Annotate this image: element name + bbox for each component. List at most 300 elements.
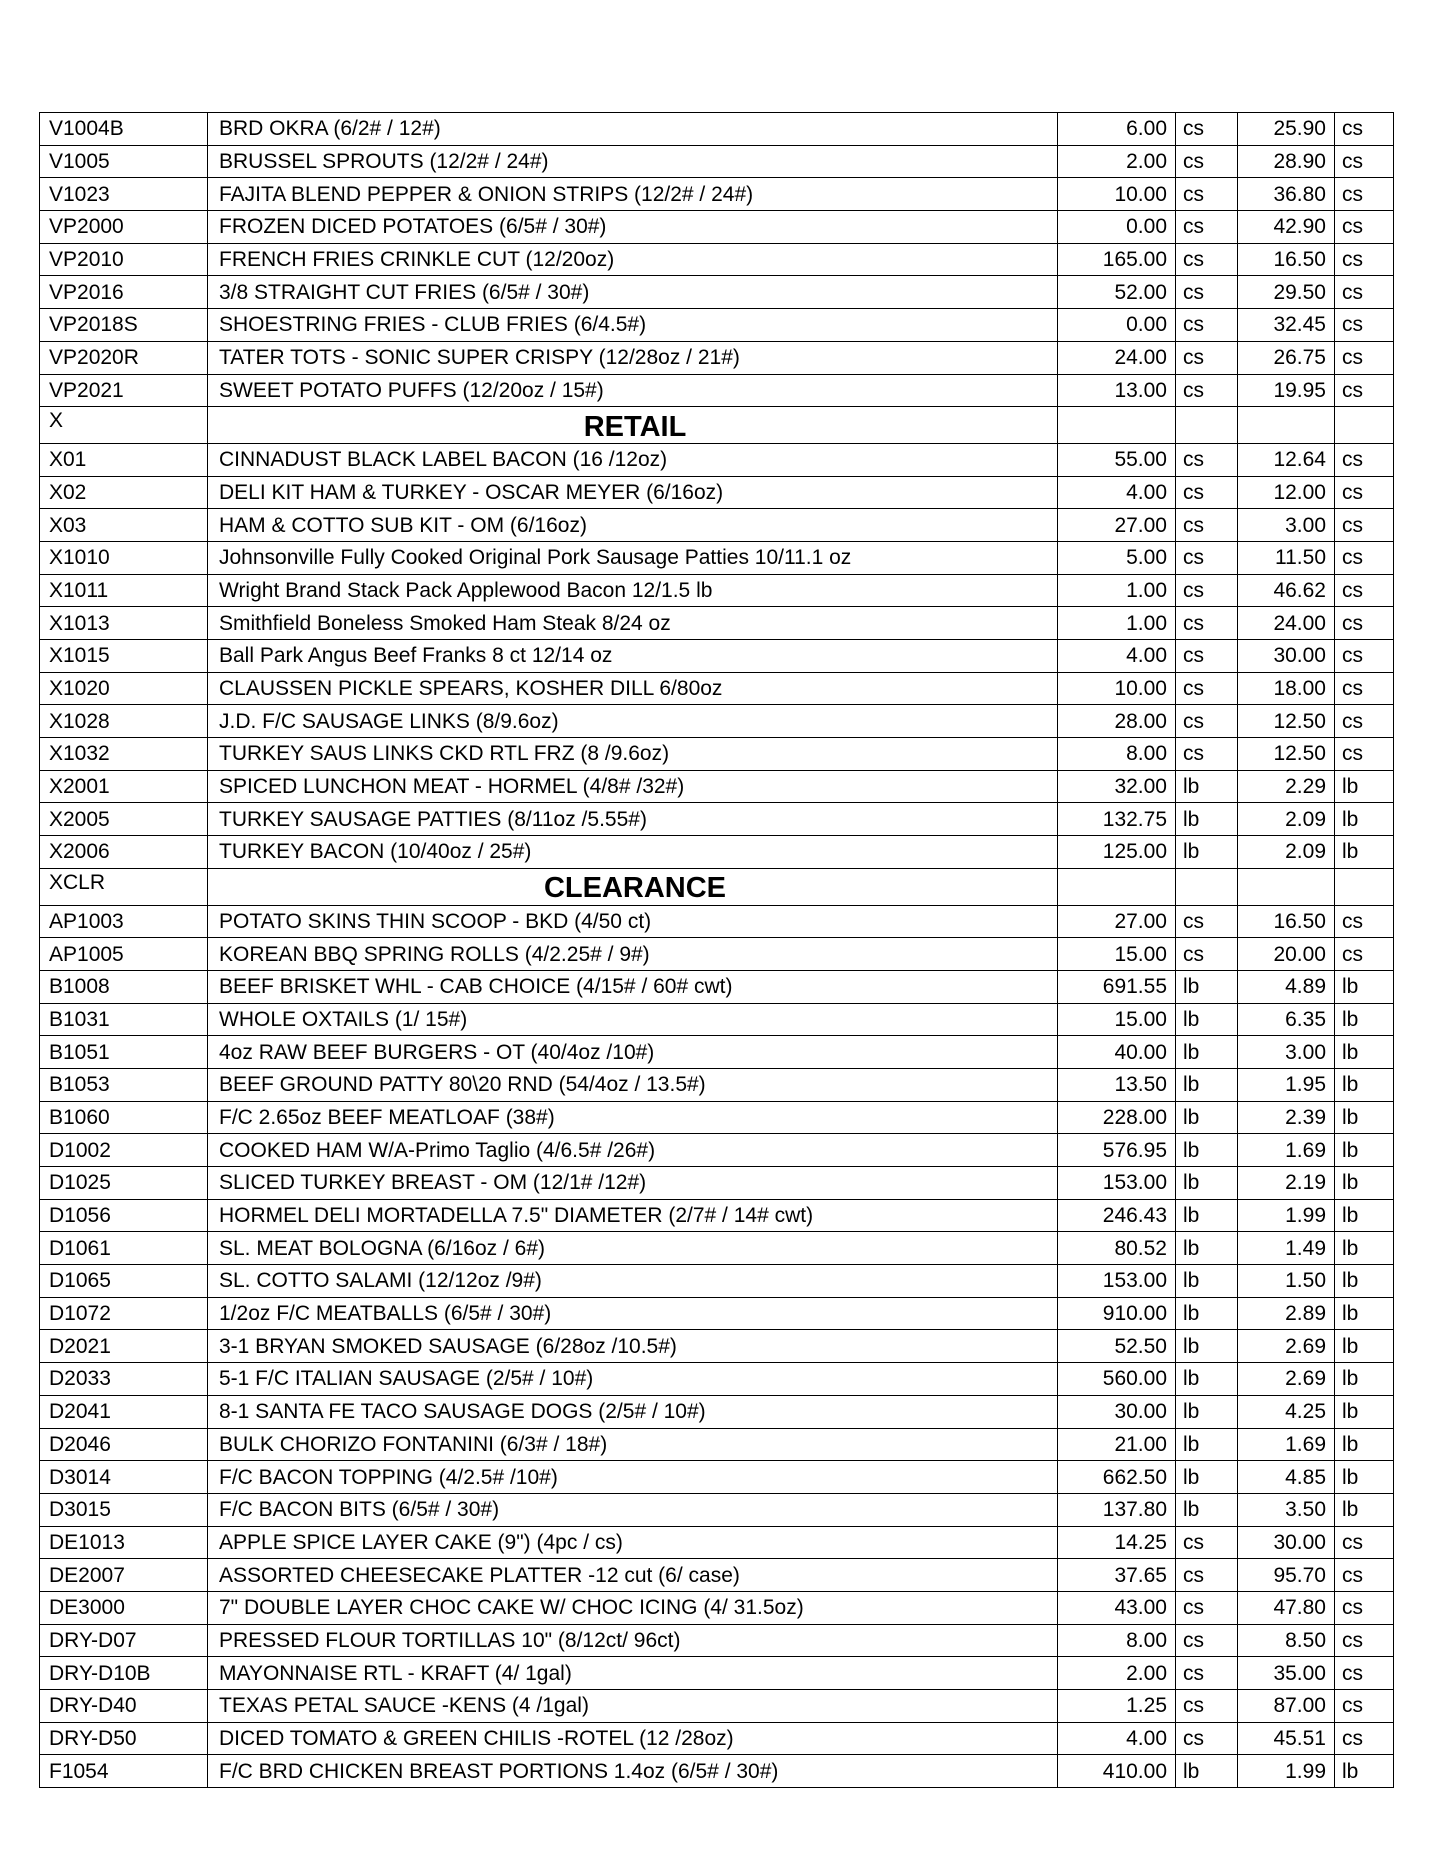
quantity: 1.00 xyxy=(1058,574,1176,607)
quantity-unit: cs xyxy=(1176,607,1238,640)
quantity: 153.00 xyxy=(1058,1167,1176,1200)
price-unit: cs xyxy=(1335,476,1394,509)
item-description: KOREAN BBQ SPRING ROLLS (4/2.25# / 9#) xyxy=(208,938,1058,971)
price: 1.69 xyxy=(1238,1428,1335,1461)
item-description: BRD OKRA (6/2# / 12#) xyxy=(208,113,1058,146)
price: 12.64 xyxy=(1238,443,1335,476)
quantity-unit: lb xyxy=(1176,836,1238,869)
quantity: 13.00 xyxy=(1058,374,1176,407)
empty-cell xyxy=(1176,407,1238,444)
price-unit: cs xyxy=(1335,1559,1394,1592)
price-unit: lb xyxy=(1335,970,1394,1003)
price: 2.09 xyxy=(1238,836,1335,869)
quantity: 2.00 xyxy=(1058,1657,1176,1690)
empty-cell xyxy=(1058,407,1176,444)
item-description: 3/8 STRAIGHT CUT FRIES (6/5# / 30#) xyxy=(208,276,1058,309)
price: 8.50 xyxy=(1238,1624,1335,1657)
item-description: TURKEY SAUS LINKS CKD RTL FRZ (8 /9.6oz) xyxy=(208,738,1058,771)
item-code: VP2000 xyxy=(40,211,208,244)
quantity: 125.00 xyxy=(1058,836,1176,869)
price-unit: cs xyxy=(1335,178,1394,211)
quantity: 15.00 xyxy=(1058,1003,1176,1036)
quantity-unit: lb xyxy=(1176,1167,1238,1200)
quantity-unit: lb xyxy=(1176,1232,1238,1265)
empty-cell xyxy=(1238,868,1335,905)
item-description: MAYONNAISE RTL - KRAFT (4/ 1gal) xyxy=(208,1657,1058,1690)
table-row xyxy=(40,476,1394,509)
item-code: DE1013 xyxy=(40,1526,208,1559)
item-code: D2041 xyxy=(40,1395,208,1428)
item-code: AP1005 xyxy=(40,938,208,971)
table-row xyxy=(40,309,1394,342)
quantity: 410.00 xyxy=(1058,1755,1176,1788)
price-unit: lb xyxy=(1335,1068,1394,1101)
table-row xyxy=(40,607,1394,640)
price-unit: lb xyxy=(1335,1395,1394,1428)
price: 2.19 xyxy=(1238,1167,1335,1200)
quantity: 165.00 xyxy=(1058,243,1176,276)
table-row xyxy=(40,341,1394,374)
price-unit: cs xyxy=(1335,276,1394,309)
price-unit: cs xyxy=(1335,1624,1394,1657)
table-row xyxy=(40,1559,1394,1592)
quantity-unit: cs xyxy=(1176,443,1238,476)
price-unit: lb xyxy=(1335,770,1394,803)
quantity-unit: lb xyxy=(1176,1265,1238,1298)
item-code: X1015 xyxy=(40,640,208,673)
quantity: 32.00 xyxy=(1058,770,1176,803)
quantity: 13.50 xyxy=(1058,1068,1176,1101)
quantity: 8.00 xyxy=(1058,738,1176,771)
quantity: 27.00 xyxy=(1058,905,1176,938)
table-row xyxy=(40,145,1394,178)
item-code: D1025 xyxy=(40,1167,208,1200)
price: 24.00 xyxy=(1238,607,1335,640)
price-unit: lb xyxy=(1335,1232,1394,1265)
table-row xyxy=(40,938,1394,971)
price-unit: lb xyxy=(1335,803,1394,836)
price-unit: lb xyxy=(1335,1167,1394,1200)
item-code: VP2020R xyxy=(40,341,208,374)
item-description: CLAUSSEN PICKLE SPEARS, KOSHER DILL 6/80oz xyxy=(208,672,1058,705)
price-unit: cs xyxy=(1335,341,1394,374)
price-unit: lb xyxy=(1335,1461,1394,1494)
table-row xyxy=(40,1199,1394,1232)
table-row xyxy=(40,836,1394,869)
table-row xyxy=(40,1265,1394,1298)
item-code: X02 xyxy=(40,476,208,509)
price: 1.99 xyxy=(1238,1199,1335,1232)
price-unit: cs xyxy=(1335,1690,1394,1723)
table-row xyxy=(40,113,1394,146)
price: 95.70 xyxy=(1238,1559,1335,1592)
price-unit: cs xyxy=(1335,574,1394,607)
item-code: AP1003 xyxy=(40,905,208,938)
quantity-unit: cs xyxy=(1176,243,1238,276)
price: 25.90 xyxy=(1238,113,1335,146)
item-description: BULK CHORIZO FONTANINI (6/3# / 18#) xyxy=(208,1428,1058,1461)
price: 1.50 xyxy=(1238,1265,1335,1298)
item-description: DELI KIT HAM & TURKEY - OSCAR MEYER (6/16oz) xyxy=(208,476,1058,509)
price-unit: lb xyxy=(1335,1428,1394,1461)
item-description: WHOLE OXTAILS (1/ 15#) xyxy=(208,1003,1058,1036)
item-code: VP2016 xyxy=(40,276,208,309)
table-row xyxy=(40,770,1394,803)
quantity: 55.00 xyxy=(1058,443,1176,476)
item-description: F/C BACON TOPPING (4/2.5# /10#) xyxy=(208,1461,1058,1494)
table-row xyxy=(40,1036,1394,1069)
empty-cell xyxy=(1058,868,1176,905)
table-row xyxy=(40,443,1394,476)
price: 11.50 xyxy=(1238,541,1335,574)
quantity-unit: cs xyxy=(1176,640,1238,673)
quantity: 30.00 xyxy=(1058,1395,1176,1428)
quantity-unit: lb xyxy=(1176,1755,1238,1788)
price-unit: cs xyxy=(1335,509,1394,542)
quantity: 228.00 xyxy=(1058,1101,1176,1134)
item-description: SL. MEAT BOLOGNA (6/16oz / 6#) xyxy=(208,1232,1058,1265)
table-row xyxy=(40,1428,1394,1461)
price-unit: lb xyxy=(1335,1493,1394,1526)
price-unit: lb xyxy=(1335,836,1394,869)
price: 30.00 xyxy=(1238,1526,1335,1559)
item-description: TURKEY SAUSAGE PATTIES (8/11oz /5.55#) xyxy=(208,803,1058,836)
quantity-unit: lb xyxy=(1176,1199,1238,1232)
table-row xyxy=(40,1624,1394,1657)
item-code: X03 xyxy=(40,509,208,542)
table-row xyxy=(40,1232,1394,1265)
price-unit: cs xyxy=(1335,443,1394,476)
price-unit: cs xyxy=(1335,1526,1394,1559)
price-unit: lb xyxy=(1335,1363,1394,1396)
item-description: Smithfield Boneless Smoked Ham Steak 8/24 oz xyxy=(208,607,1058,640)
price: 3.50 xyxy=(1238,1493,1335,1526)
item-code: X01 xyxy=(40,443,208,476)
quantity-unit: lb xyxy=(1176,1363,1238,1396)
price-unit: cs xyxy=(1335,145,1394,178)
item-description: Johnsonville Fully Cooked Original Pork Sausage Patties 10/11.1 oz xyxy=(208,541,1058,574)
quantity-unit: cs xyxy=(1176,1526,1238,1559)
price: 19.95 xyxy=(1238,374,1335,407)
quantity-unit: lb xyxy=(1176,1297,1238,1330)
item-description: BEEF BRISKET WHL - CAB CHOICE (4/15# / 60# cwt) xyxy=(208,970,1058,1003)
item-code: X2006 xyxy=(40,836,208,869)
price: 47.80 xyxy=(1238,1591,1335,1624)
table-row xyxy=(40,276,1394,309)
quantity-unit: cs xyxy=(1176,145,1238,178)
item-code: B1053 xyxy=(40,1068,208,1101)
quantity: 8.00 xyxy=(1058,1624,1176,1657)
item-description: ASSORTED CHEESECAKE PLATTER -12 cut (6/ case) xyxy=(208,1559,1058,1592)
quantity: 14.25 xyxy=(1058,1526,1176,1559)
item-code: B1060 xyxy=(40,1101,208,1134)
quantity-unit: lb xyxy=(1176,1003,1238,1036)
quantity-unit: lb xyxy=(1176,1493,1238,1526)
price-unit: lb xyxy=(1335,1265,1394,1298)
item-code: B1051 xyxy=(40,1036,208,1069)
item-code: D2046 xyxy=(40,1428,208,1461)
item-code: B1031 xyxy=(40,1003,208,1036)
quantity-unit: cs xyxy=(1176,309,1238,342)
quantity: 2.00 xyxy=(1058,145,1176,178)
quantity-unit: lb xyxy=(1176,970,1238,1003)
item-description: 4oz RAW BEEF BURGERS - OT (40/4oz /10#) xyxy=(208,1036,1058,1069)
empty-cell xyxy=(1238,407,1335,444)
item-description: SWEET POTATO PUFFS (12/20oz / 15#) xyxy=(208,374,1058,407)
quantity-unit: cs xyxy=(1176,705,1238,738)
quantity: 27.00 xyxy=(1058,509,1176,542)
item-code: D1056 xyxy=(40,1199,208,1232)
quantity: 40.00 xyxy=(1058,1036,1176,1069)
table-row xyxy=(40,1755,1394,1788)
quantity-unit: cs xyxy=(1176,1722,1238,1755)
quantity-unit: cs xyxy=(1176,1690,1238,1723)
quantity: 6.00 xyxy=(1058,113,1176,146)
table-row xyxy=(40,1526,1394,1559)
price-unit: lb xyxy=(1335,1297,1394,1330)
item-description: J.D. F/C SAUSAGE LINKS (8/9.6oz) xyxy=(208,705,1058,738)
price: 1.49 xyxy=(1238,1232,1335,1265)
price: 1.69 xyxy=(1238,1134,1335,1167)
price-unit: lb xyxy=(1335,1134,1394,1167)
item-description: PRESSED FLOUR TORTILLAS 10" (8/12ct/ 96ct) xyxy=(208,1624,1058,1657)
quantity-unit: lb xyxy=(1176,1101,1238,1134)
price-unit: cs xyxy=(1335,672,1394,705)
item-code: X2001 xyxy=(40,770,208,803)
empty-cell xyxy=(1335,868,1394,905)
item-code: D2021 xyxy=(40,1330,208,1363)
item-description: Wright Brand Stack Pack Applewood Bacon 12/1.5 lb xyxy=(208,574,1058,607)
quantity: 10.00 xyxy=(1058,178,1176,211)
price-unit: cs xyxy=(1335,640,1394,673)
item-description: TEXAS PETAL SAUCE -KENS (4 /1gal) xyxy=(208,1690,1058,1723)
price-unit: cs xyxy=(1335,1591,1394,1624)
price: 2.09 xyxy=(1238,803,1335,836)
price-unit: lb xyxy=(1335,1199,1394,1232)
price-unit: lb xyxy=(1335,1036,1394,1069)
item-code: D1061 xyxy=(40,1232,208,1265)
table-row xyxy=(40,1167,1394,1200)
item-code: DE3000 xyxy=(40,1591,208,1624)
quantity-unit: cs xyxy=(1176,905,1238,938)
quantity-unit: lb xyxy=(1176,770,1238,803)
price: 4.25 xyxy=(1238,1395,1335,1428)
quantity-unit: cs xyxy=(1176,178,1238,211)
price: 2.39 xyxy=(1238,1101,1335,1134)
quantity-unit: lb xyxy=(1176,1428,1238,1461)
item-code: VP2010 xyxy=(40,243,208,276)
table-row xyxy=(40,1363,1394,1396)
table-row xyxy=(40,1591,1394,1624)
quantity: 52.50 xyxy=(1058,1330,1176,1363)
item-description: SL. COTTO SALAMI (12/12oz /9#) xyxy=(208,1265,1058,1298)
price: 12.50 xyxy=(1238,705,1335,738)
item-code: X1010 xyxy=(40,541,208,574)
price: 3.00 xyxy=(1238,1036,1335,1069)
table-row xyxy=(40,574,1394,607)
item-code: V1023 xyxy=(40,178,208,211)
table-row xyxy=(40,672,1394,705)
item-code: D2033 xyxy=(40,1363,208,1396)
item-code: F1054 xyxy=(40,1755,208,1788)
price: 1.99 xyxy=(1238,1755,1335,1788)
item-description: FAJITA BLEND PEPPER & ONION STRIPS (12/2# / 24#) xyxy=(208,178,1058,211)
quantity-unit: cs xyxy=(1176,509,1238,542)
item-description: BEEF GROUND PATTY 80\20 RND (54/4oz / 13.5#) xyxy=(208,1068,1058,1101)
item-code: DRY-D07 xyxy=(40,1624,208,1657)
price: 2.69 xyxy=(1238,1330,1335,1363)
quantity-unit: lb xyxy=(1176,1330,1238,1363)
price: 36.80 xyxy=(1238,178,1335,211)
quantity: 1.00 xyxy=(1058,607,1176,640)
price-unit: cs xyxy=(1335,607,1394,640)
table-row xyxy=(40,1722,1394,1755)
quantity: 576.95 xyxy=(1058,1134,1176,1167)
section-code-cell: XCLR xyxy=(40,868,208,905)
table-row xyxy=(40,211,1394,244)
price-unit: cs xyxy=(1335,243,1394,276)
price-unit: cs xyxy=(1335,905,1394,938)
item-description: SPICED LUNCHON MEAT - HORMEL (4/8# /32#) xyxy=(208,770,1058,803)
quantity: 0.00 xyxy=(1058,211,1176,244)
table-row xyxy=(40,541,1394,574)
price-unit: lb xyxy=(1335,1003,1394,1036)
price-unit: lb xyxy=(1335,1330,1394,1363)
quantity-unit: cs xyxy=(1176,276,1238,309)
table-row xyxy=(40,1690,1394,1723)
item-code: VP2021 xyxy=(40,374,208,407)
item-description: TURKEY BACON (10/40oz / 25#) xyxy=(208,836,1058,869)
table-row xyxy=(40,803,1394,836)
inventory-table-body xyxy=(40,113,1394,1788)
price: 3.00 xyxy=(1238,509,1335,542)
price: 42.90 xyxy=(1238,211,1335,244)
item-description: F/C BACON BITS (6/5# / 30#) xyxy=(208,1493,1058,1526)
table-row xyxy=(40,970,1394,1003)
quantity-unit: cs xyxy=(1176,672,1238,705)
quantity-unit: cs xyxy=(1176,374,1238,407)
quantity: 24.00 xyxy=(1058,341,1176,374)
quantity-unit: cs xyxy=(1176,211,1238,244)
table-row xyxy=(40,1330,1394,1363)
quantity: 10.00 xyxy=(1058,672,1176,705)
item-code: D1072 xyxy=(40,1297,208,1330)
price-unit: cs xyxy=(1335,1657,1394,1690)
quantity-unit: cs xyxy=(1176,738,1238,771)
quantity-unit: cs xyxy=(1176,341,1238,374)
quantity: 560.00 xyxy=(1058,1363,1176,1396)
item-code: X1020 xyxy=(40,672,208,705)
item-description: 3-1 BRYAN SMOKED SAUSAGE (6/28oz /10.5#) xyxy=(208,1330,1058,1363)
price: 32.45 xyxy=(1238,309,1335,342)
quantity: 691.55 xyxy=(1058,970,1176,1003)
table-row xyxy=(40,1657,1394,1690)
quantity: 0.00 xyxy=(1058,309,1176,342)
item-description: TATER TOTS - SONIC SUPER CRISPY (12/28oz / 21#) xyxy=(208,341,1058,374)
price: 45.51 xyxy=(1238,1722,1335,1755)
price: 20.00 xyxy=(1238,938,1335,971)
table-row xyxy=(40,640,1394,673)
item-description: DICED TOMATO & GREEN CHILIS -ROTEL (12 /28oz) xyxy=(208,1722,1058,1755)
price-unit: cs xyxy=(1335,309,1394,342)
item-description: SHOESTRING FRIES - CLUB FRIES (6/4.5#) xyxy=(208,309,1058,342)
quantity: 21.00 xyxy=(1058,1428,1176,1461)
empty-cell xyxy=(1335,407,1394,444)
item-code: D3014 xyxy=(40,1461,208,1494)
quantity-unit: lb xyxy=(1176,1068,1238,1101)
price: 29.50 xyxy=(1238,276,1335,309)
quantity-unit: cs xyxy=(1176,1591,1238,1624)
section-title: CLEARANCE xyxy=(208,868,1058,905)
item-code: D1065 xyxy=(40,1265,208,1298)
quantity-unit: lb xyxy=(1176,1134,1238,1167)
section-header-row xyxy=(40,407,1394,444)
inventory-table xyxy=(39,112,1394,1788)
table-row xyxy=(40,705,1394,738)
quantity: 4.00 xyxy=(1058,1722,1176,1755)
quantity-unit: cs xyxy=(1176,1657,1238,1690)
section-code-cell: X xyxy=(40,407,208,444)
quantity: 37.65 xyxy=(1058,1559,1176,1592)
quantity: 80.52 xyxy=(1058,1232,1176,1265)
quantity-unit: cs xyxy=(1176,1559,1238,1592)
quantity: 5.00 xyxy=(1058,541,1176,574)
table-row xyxy=(40,178,1394,211)
quantity: 43.00 xyxy=(1058,1591,1176,1624)
item-description: SLICED TURKEY BREAST - OM (12/1# /12#) xyxy=(208,1167,1058,1200)
item-code: X1013 xyxy=(40,607,208,640)
quantity-unit: cs xyxy=(1176,113,1238,146)
table-row xyxy=(40,1297,1394,1330)
price: 4.85 xyxy=(1238,1461,1335,1494)
price: 18.00 xyxy=(1238,672,1335,705)
price-unit: cs xyxy=(1335,541,1394,574)
price-unit: cs xyxy=(1335,211,1394,244)
table-row xyxy=(40,374,1394,407)
item-description: 5-1 F/C ITALIAN SAUSAGE (2/5# / 10#) xyxy=(208,1363,1058,1396)
item-code: X1028 xyxy=(40,705,208,738)
table-row xyxy=(40,509,1394,542)
price-unit: lb xyxy=(1335,1101,1394,1134)
quantity-unit: cs xyxy=(1176,476,1238,509)
quantity: 52.00 xyxy=(1058,276,1176,309)
item-code: V1004B xyxy=(40,113,208,146)
table-row xyxy=(40,1493,1394,1526)
price: 26.75 xyxy=(1238,341,1335,374)
item-code: X2005 xyxy=(40,803,208,836)
price: 2.89 xyxy=(1238,1297,1335,1330)
quantity: 28.00 xyxy=(1058,705,1176,738)
price: 16.50 xyxy=(1238,905,1335,938)
table-row xyxy=(40,1101,1394,1134)
table-row xyxy=(40,1395,1394,1428)
price: 12.50 xyxy=(1238,738,1335,771)
price: 35.00 xyxy=(1238,1657,1335,1690)
quantity: 137.80 xyxy=(1058,1493,1176,1526)
quantity-unit: cs xyxy=(1176,541,1238,574)
item-code: V1005 xyxy=(40,145,208,178)
item-code: DRY-D50 xyxy=(40,1722,208,1755)
table-row xyxy=(40,1134,1394,1167)
price-unit: cs xyxy=(1335,738,1394,771)
price-unit: cs xyxy=(1335,113,1394,146)
table-row xyxy=(40,738,1394,771)
quantity: 1.25 xyxy=(1058,1690,1176,1723)
item-description: BRUSSEL SPROUTS (12/2# / 24#) xyxy=(208,145,1058,178)
item-description: 1/2oz F/C MEATBALLS (6/5# / 30#) xyxy=(208,1297,1058,1330)
table-row xyxy=(40,1461,1394,1494)
item-description: HORMEL DELI MORTADELLA 7.5" DIAMETER (2/7# / 14# cwt) xyxy=(208,1199,1058,1232)
